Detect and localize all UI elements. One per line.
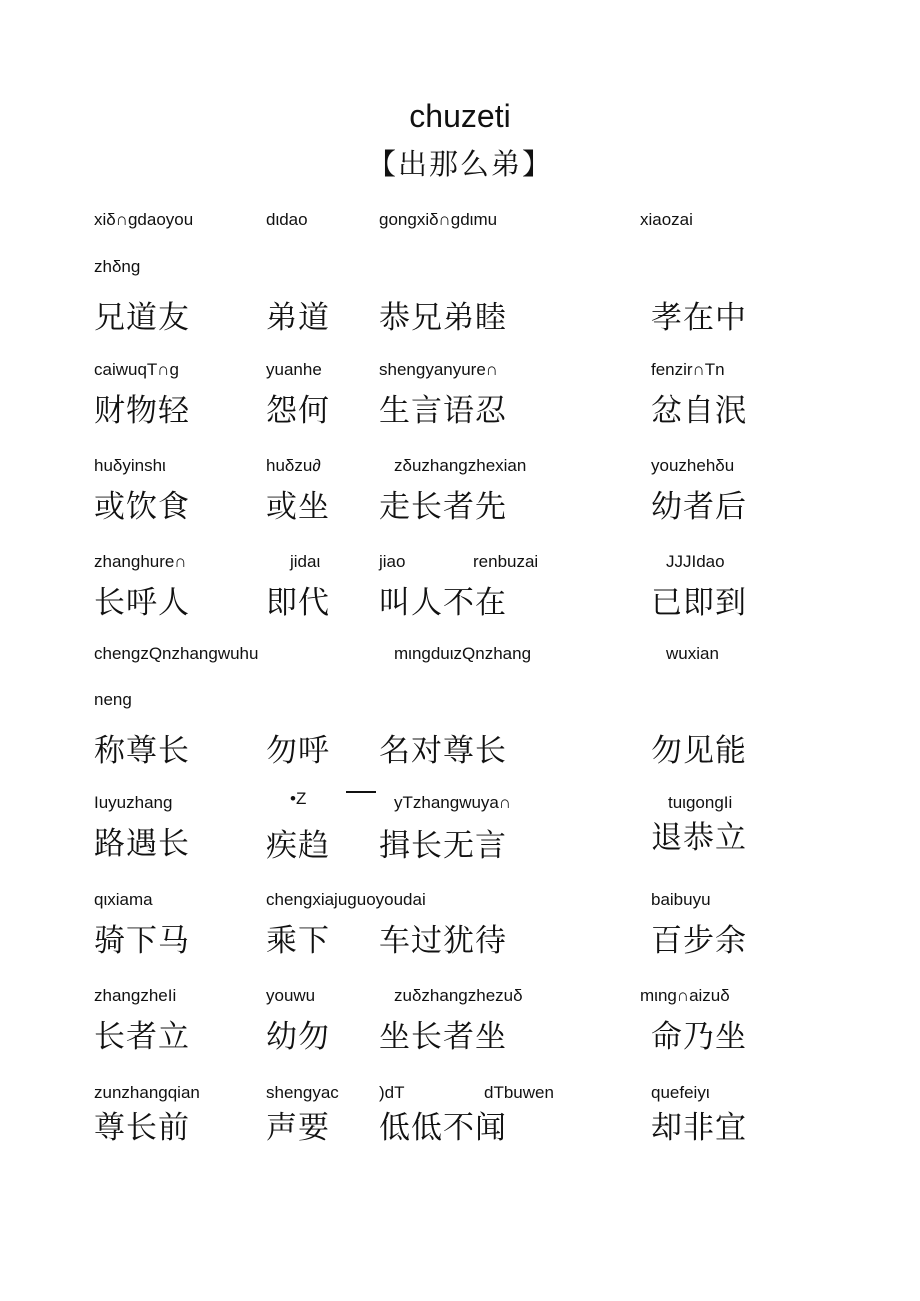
- hanzi-text: 走长者先: [379, 489, 507, 525]
- pinyin-text: jidaι: [290, 552, 321, 571]
- pinyin-text: zhanghure∩: [94, 552, 187, 571]
- hanzi-text: 勿见能: [651, 733, 747, 769]
- hanzi-text: 长者立: [94, 1019, 190, 1055]
- hanzi-text: 幼者后: [651, 489, 747, 525]
- hanzi-text: 怨何: [266, 393, 330, 429]
- pinyin-text: tuιgongIi: [668, 793, 733, 812]
- pinyin-text: chengzQnzhangwuhu: [94, 644, 259, 663]
- hanzi-text: 或坐: [266, 489, 330, 525]
- hanzi-text: 却非宜: [651, 1110, 747, 1146]
- hanzi-text: 坐长者坐: [379, 1019, 507, 1055]
- pinyin-text: youzhehδu: [651, 456, 735, 475]
- pinyin-text: zunzhangqian: [94, 1083, 200, 1102]
- hanzi-text: 退恭立: [651, 820, 747, 856]
- hanzi-text: 兄道友: [94, 300, 190, 336]
- hanzi-text: 路遇长: [94, 826, 190, 862]
- hanzi-text: 忿自泯: [651, 393, 747, 429]
- pinyin-text: yTzhangwuya∩: [394, 793, 512, 812]
- pinyin-text: Iuyuzhang: [94, 793, 173, 812]
- hanzi-text: 名对尊长: [379, 733, 507, 769]
- pinyin-text: wuxian: [666, 644, 719, 663]
- pinyin-text: huδzu∂: [266, 456, 321, 475]
- pinyin-text: )dT: [379, 1083, 405, 1102]
- pinyin-text: dTbuwen: [484, 1083, 554, 1102]
- page-title: chuzeti: [409, 98, 511, 134]
- pinyin-text: jiao: [379, 552, 406, 571]
- pinyin-text: qιxiama: [94, 890, 153, 909]
- hanzi-text: 勿呼: [266, 733, 330, 769]
- pinyin-text: gongxiδ∩gdιmu: [379, 210, 498, 229]
- pinyin-text: huδyinshι: [94, 456, 166, 475]
- hanzi-text: 尊长前: [94, 1110, 190, 1146]
- hanzi-text: 财物轻: [94, 393, 190, 429]
- pinyin-text: chengxiajuguoyoudai: [266, 890, 426, 909]
- pinyin-text: xiaozai: [640, 210, 693, 229]
- hanzi-text: 声要: [266, 1110, 330, 1146]
- pinyin-text: mιngduιzQnzhang: [394, 644, 532, 663]
- pinyin-text: fenzir∩Tn: [651, 360, 725, 379]
- pinyin-text: •Z: [290, 789, 307, 808]
- pinyin-text: quefeiyι: [651, 1083, 710, 1102]
- pinyin-text: zuδzhangzhezuδ: [394, 986, 523, 1005]
- pinyin-text: shengyac: [266, 1083, 339, 1102]
- dash-mark: [346, 791, 376, 793]
- pinyin-text: xiδ∩gdaoyou: [94, 210, 194, 229]
- hanzi-text: 已即到: [651, 585, 747, 621]
- hanzi-text: 称尊长: [94, 733, 190, 769]
- pinyin-text: dιdao: [266, 210, 308, 229]
- hanzi-text: 即代: [266, 585, 330, 621]
- hanzi-text: 百步余: [651, 923, 747, 959]
- pinyin-text: neng: [94, 690, 132, 709]
- hanzi-text: 长呼人: [94, 585, 190, 621]
- hanzi-text: 生言语忍: [379, 393, 507, 429]
- hanzi-text: 弟道: [266, 300, 330, 336]
- pinyin-text: baibuyu: [651, 890, 711, 909]
- hanzi-text: 幼勿: [266, 1019, 330, 1055]
- pinyin-text: mιng∩aizuδ: [640, 986, 730, 1005]
- hanzi-text: 叫人不在: [379, 585, 507, 621]
- hanzi-text: 乘下: [266, 923, 330, 959]
- hanzi-text: 疾趋: [266, 828, 330, 864]
- hanzi-text: 车过犹待: [379, 923, 507, 959]
- hanzi-text: 低低不闻: [379, 1110, 507, 1146]
- pinyin-text: youwu: [266, 986, 316, 1005]
- hanzi-text: 恭兄弟睦: [379, 300, 507, 336]
- pinyin-text: renbuzai: [473, 552, 539, 571]
- pinyin-text: zhangzheIi: [94, 986, 177, 1005]
- page-subtitle: 【出那么弟】: [366, 147, 553, 181]
- pinyin-text: JJJIdao: [666, 552, 725, 571]
- hanzi-text: 骑下马: [94, 923, 190, 959]
- hanzi-text: 命乃坐: [651, 1019, 747, 1055]
- pinyin-text: zδuzhangzhexian: [394, 456, 527, 475]
- pinyin-text: shengyanyure∩: [379, 360, 499, 379]
- hanzi-text: 或饮食: [94, 489, 190, 525]
- pinyin-text: yuanhe: [266, 360, 322, 379]
- pinyin-text: zhδng: [94, 257, 141, 276]
- pinyin-text: caiwuqT∩g: [94, 360, 179, 379]
- hanzi-text: 孝在中: [651, 300, 747, 336]
- hanzi-text: 揖长无言: [379, 828, 507, 864]
